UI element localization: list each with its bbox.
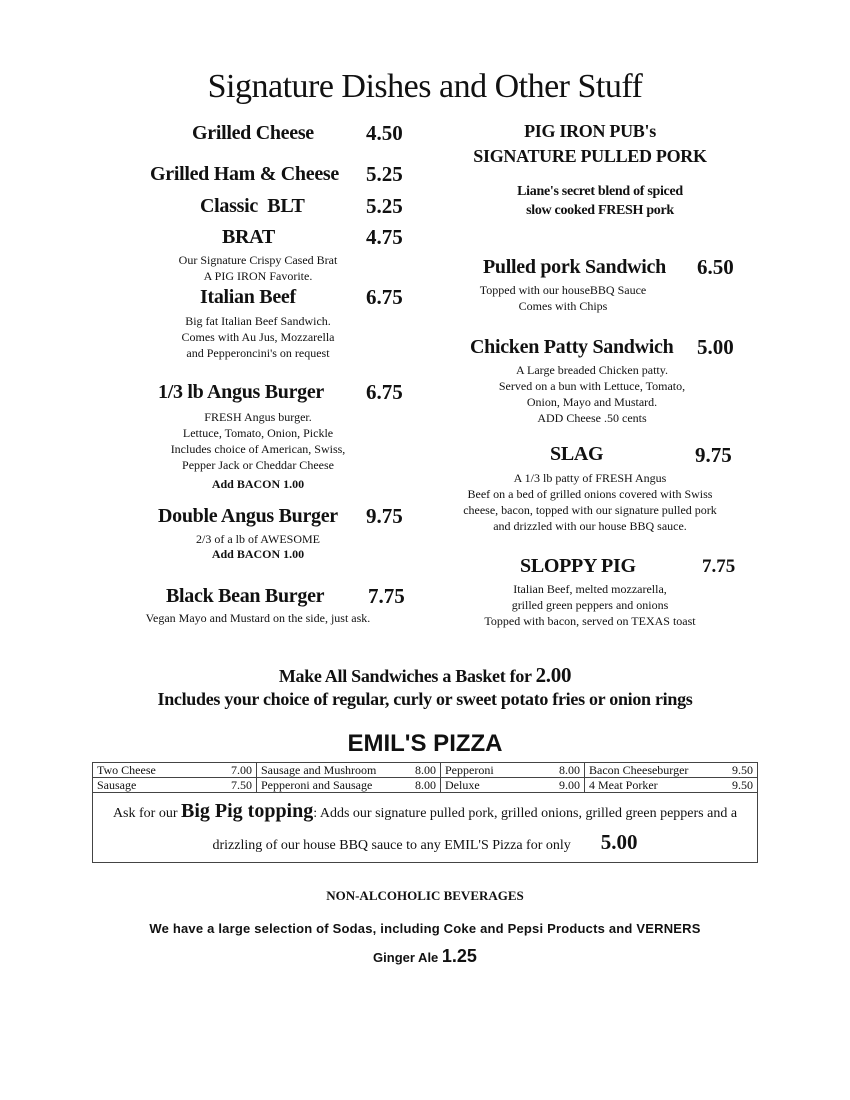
pizza-price: 9.00: [559, 778, 580, 792]
table-row: [93, 793, 758, 863]
item-name-grilled-cheese: Grilled Cheese: [192, 122, 314, 144]
pizza-cell: [585, 778, 758, 793]
page-title: Signature Dishes and Other Stuff: [207, 68, 643, 105]
desc-line: Comes with Au Jus, Mozzarella: [181, 330, 335, 344]
signature-line-2: SIGNATURE PULLED PORK: [473, 146, 707, 166]
item-desc-brat: [158, 252, 358, 284]
item-price-pulled-pork-sandwich: 6.50: [697, 255, 734, 279]
pizza-price: 8.00: [415, 763, 436, 777]
item-price-italian-beef: 6.75: [366, 285, 403, 309]
desc-line: Topped with our houseBBQ Sauce: [479, 283, 647, 297]
item-price-grilled-cheese: 4.50: [366, 121, 403, 145]
beverages-text: We have a large selection of Sodas, including Coke and Pepsi Products and VERNERS: [149, 921, 701, 936]
item-name-sloppy-pig: SLOPPY PIG: [520, 555, 636, 577]
item-price-double-angus-burger: 9.75: [366, 504, 403, 528]
big-pig-topping-note: [93, 793, 758, 863]
item-price-black-bean-burger: 7.75: [368, 584, 405, 608]
pizza-cell: [257, 763, 441, 778]
pizza-price: 8.00: [415, 778, 436, 792]
item-price-angus-burger: 6.75: [366, 380, 403, 404]
item-name-italian-beef: Italian Beef: [200, 286, 296, 308]
item-name-angus-burger: 1/3 lb Angus Burger: [158, 381, 324, 403]
big-pig-price: 5.00: [600, 830, 638, 854]
item-desc-black-bean-burger: Vegan Mayo and Mustard on the side, just ask.: [145, 611, 371, 625]
desc-line: Our Signature Crispy Cased Brat: [178, 253, 338, 267]
table-row: [93, 763, 758, 778]
signature-sub-1: Liane's secret blend of spiced: [517, 184, 683, 199]
ginger-ale-line: [0, 946, 850, 967]
item-desc-sloppy-pig: [460, 581, 720, 629]
ginger-ale-price: 1.25: [441, 946, 477, 966]
item-price-slag: 9.75: [695, 443, 732, 467]
pizza-name: Pepperoni and Sausage: [261, 778, 373, 792]
signature-line-1: PIG IRON PUB's: [524, 121, 656, 141]
pizza-cell: [585, 763, 758, 778]
pizza-cell: [257, 778, 441, 793]
desc-line: Includes choice of American, Swiss,: [170, 442, 346, 456]
pizza-cell: [441, 763, 585, 778]
item-name-brat: BRAT: [222, 226, 275, 248]
desc-line: A PIG IRON Favorite.: [203, 269, 313, 283]
item-price-classic-blt: 5.25: [366, 194, 403, 218]
pizza-table: [92, 762, 758, 863]
desc-line: Lettuce, Tomato, Onion, Pickle: [182, 426, 334, 440]
item-name-pulled-pork-sandwich: Pulled pork Sandwich: [483, 256, 666, 278]
basket-text: Make All Sandwiches a Basket for: [278, 666, 536, 686]
item-name-chicken-patty-sandwich: Chicken Patty Sandwich: [470, 336, 674, 358]
desc-line: A Large breaded Chicken patty.: [516, 363, 668, 377]
item-desc-double-angus-burger: 2/3 of a lb of AWESOME: [195, 532, 321, 546]
pizza-title: EMIL'S PIZZA: [347, 730, 503, 757]
pizza-cell: [93, 763, 257, 778]
item-price-grilled-ham-cheese: 5.25: [366, 162, 403, 186]
desc-line: grilled green peppers and onions: [511, 598, 669, 612]
desc-line: ADD Cheese .50 cents: [537, 411, 647, 425]
big-pig-pre: Ask for our: [112, 806, 181, 821]
signature-sub-2: slow cooked FRESH pork: [526, 203, 674, 218]
item-desc-slag: [440, 470, 740, 534]
pizza-name: Two Cheese: [97, 763, 156, 777]
item-name-classic-blt: Classic BLT: [200, 195, 305, 217]
pizza-price: 9.50: [732, 763, 753, 777]
desc-line: Comes with Chips: [518, 299, 608, 313]
item-name-grilled-ham-cheese: Grilled Ham & Cheese: [150, 163, 339, 185]
pizza-price: 9.50: [732, 778, 753, 792]
big-pig-text: : Adds our signature pulled pork, grilled onions, grilled green peppers and a drizzling of our house BBQ sauce to any EMIL'S Pizza for only: [212, 806, 738, 853]
desc-line: Topped with bacon, served on TEXAS toast: [484, 614, 696, 628]
desc-line: Beef on a bed of grilled onions covered with Swiss: [467, 487, 713, 501]
item-name-double-angus-burger: Double Angus Burger: [158, 505, 338, 527]
item-name-slag: SLAG: [550, 443, 604, 465]
pizza-cell: [93, 778, 257, 793]
item-name-black-bean-burger: Black Bean Burger: [166, 585, 325, 607]
pizza-price: 7.00: [231, 763, 252, 777]
item-desc-angus-burger: [150, 409, 366, 473]
addon-bacon: Add BACON 1.00: [211, 547, 305, 561]
desc-line: and Pepperoncini's on request: [186, 346, 330, 360]
item-price-sloppy-pig: 7.75: [702, 556, 736, 577]
beverages-heading: NON-ALCOHOLIC BEVERAGES: [326, 888, 524, 903]
pizza-name: 4 Meat Porker: [589, 778, 658, 792]
desc-line: Served on a bun with Lettuce, Tomato,: [498, 379, 686, 393]
pizza-cell: [441, 778, 585, 793]
desc-line: cheese, bacon, topped with our signature pulled pork: [463, 503, 717, 517]
desc-line: Big fat Italian Beef Sandwich.: [185, 314, 331, 328]
pizza-price: 7.50: [231, 778, 252, 792]
desc-line: Pepper Jack or Cheddar Cheese: [182, 458, 334, 472]
basket-line-2: Includes your choice of regular, curly or sweet potato fries or onion rings: [157, 689, 693, 709]
item-desc-chicken-patty-sandwich: [472, 362, 712, 426]
pizza-name: Deluxe: [445, 778, 480, 792]
ginger-ale-label: Ginger Ale: [373, 950, 442, 965]
basket-price: 2.00: [535, 663, 572, 687]
item-price-brat: 4.75: [366, 225, 403, 249]
desc-line: Italian Beef, melted mozzarella,: [513, 582, 667, 596]
basket-line-1: [0, 663, 850, 688]
pizza-name: Bacon Cheeseburger: [589, 763, 689, 777]
desc-line: Onion, Mayo and Mustard.: [526, 395, 658, 409]
item-price-chicken-patty-sandwich: 5.00: [697, 335, 734, 359]
pizza-price: 8.00: [559, 763, 580, 777]
desc-line: FRESH Angus burger.: [204, 410, 312, 424]
item-desc-italian-beef: [158, 313, 358, 361]
item-desc-pulled-pork-sandwich: [463, 282, 663, 314]
addon-bacon: Add BACON 1.00: [211, 477, 305, 491]
pizza-name: Pepperoni: [445, 763, 494, 777]
desc-line: A 1/3 lb patty of FRESH Angus: [513, 471, 667, 485]
desc-line: and drizzled with our house BBQ sauce.: [493, 519, 687, 533]
pizza-name: Sausage: [97, 778, 137, 792]
table-row: [93, 778, 758, 793]
big-pig-name: Big Pig topping: [180, 800, 314, 822]
pizza-name: Sausage and Mushroom: [261, 763, 377, 777]
